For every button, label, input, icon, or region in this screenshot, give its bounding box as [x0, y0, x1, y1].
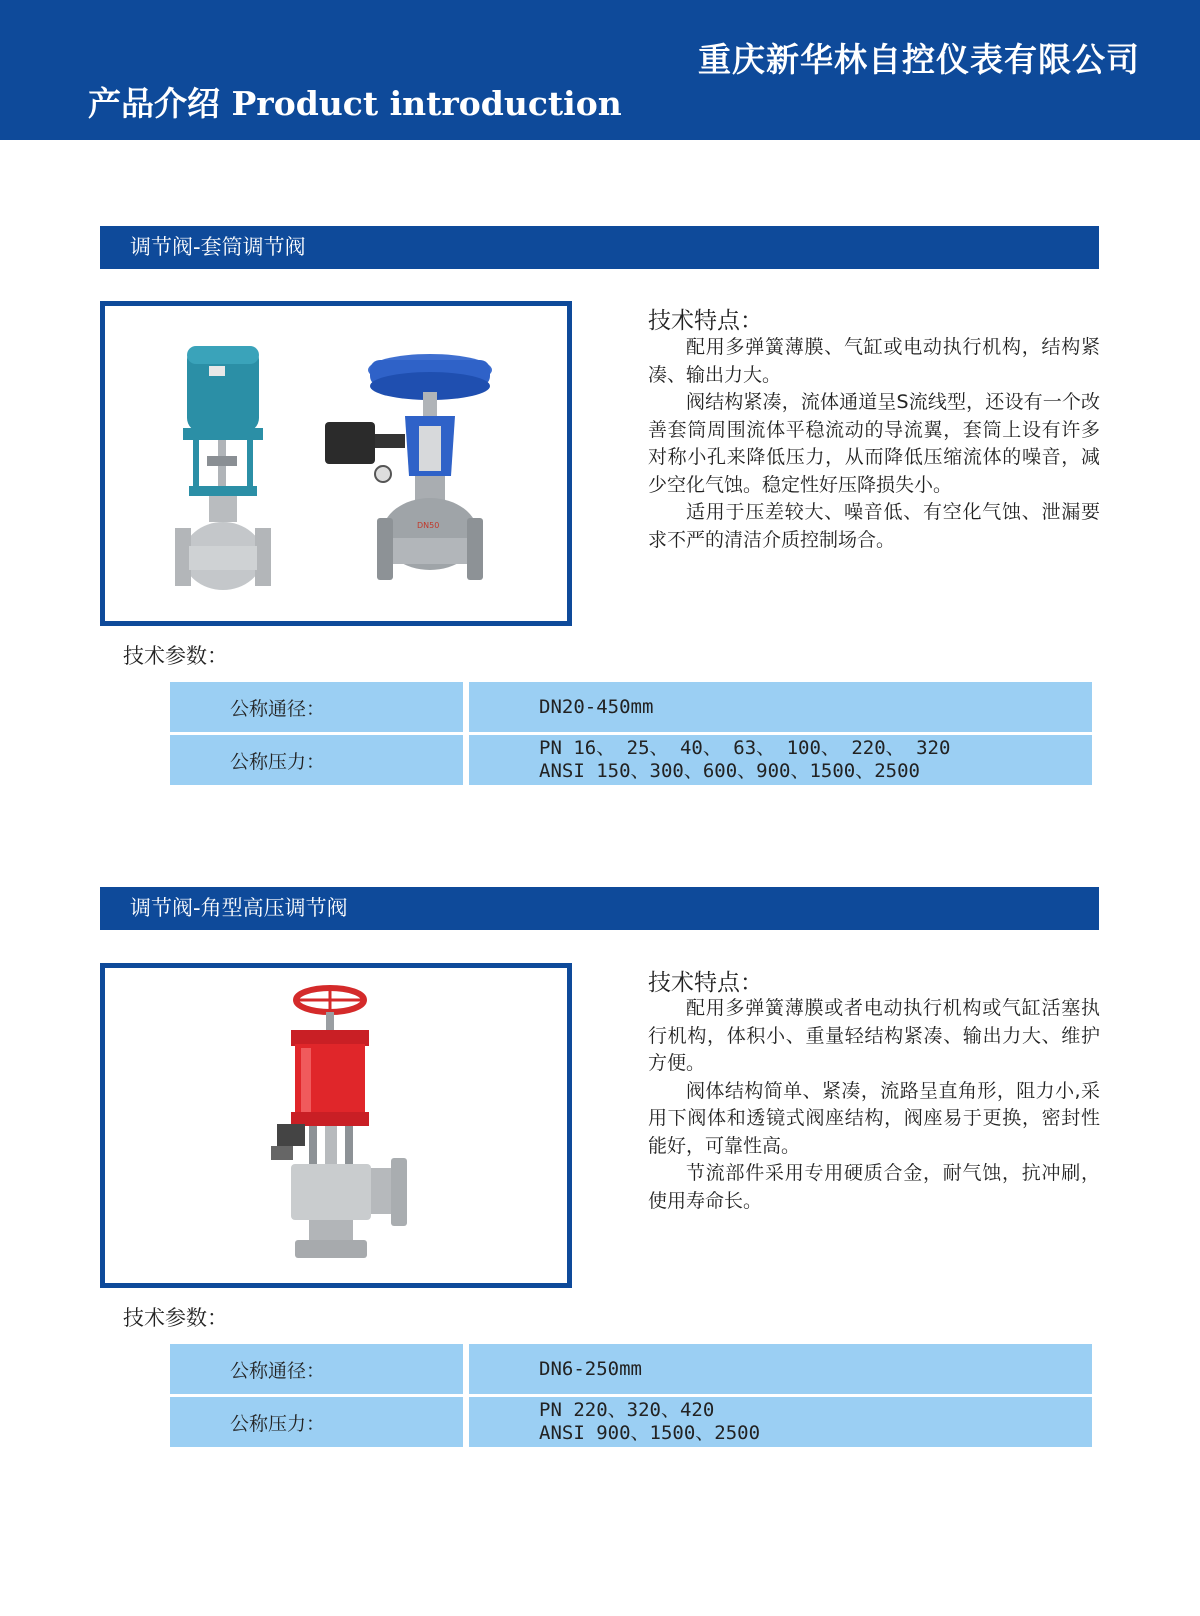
feature-paragraph: 阀体结构简单、紧凑，流路呈直角形，阻力小,采用下阀体和透镜式阀座结构，阀座易于更换，密封性能好，可靠性高。 [648, 1079, 1100, 1157]
params-label: 技术参数： [123, 1306, 228, 1330]
param-value [469, 682, 1092, 732]
features-title: 技术特点： [648, 308, 763, 334]
angle-high-pressure-valve-photo [105, 968, 567, 1283]
param-name: 公称通径： [170, 1344, 463, 1394]
param-name: 公称通径： [170, 682, 463, 732]
section-title-angle-valve: 调节阀-角型高压调节阀 [100, 887, 1099, 930]
param-value-line: ANSI 900、1500、2500 [539, 1422, 761, 1444]
features-text [648, 334, 1100, 554]
page-title: 产品介绍 Product introduction [88, 84, 622, 123]
page-header [0, 0, 1200, 140]
params-label: 技术参数： [123, 644, 228, 668]
table-row [170, 682, 1092, 732]
features-text [648, 995, 1100, 1215]
param-value [469, 1397, 1092, 1447]
angle-valve-image-frame [100, 963, 572, 1288]
feature-paragraph: 适用于压差较大、噪音低、有空化气蚀、泄漏要求不严的清洁介质控制场合。 [648, 501, 1100, 551]
table-row [170, 735, 1092, 785]
param-value-line: ANSI 150、300、600、900、1500、2500 [539, 760, 920, 782]
feature-paragraph: 配用多弹簧薄膜、气缸或电动执行机构，结构紧凑、输出力大。 [648, 336, 1100, 386]
param-value-line: PN 220、320、420 [539, 1399, 715, 1421]
param-value [469, 1344, 1092, 1394]
param-name: 公称压力： [170, 1397, 463, 1447]
sleeve-control-valve-photo [105, 306, 567, 621]
company-name: 重庆新华林自控仪表有限公司 [698, 40, 1140, 79]
param-value-line: PN 16、 25、 40、 63、 100、 220、 320 [539, 737, 951, 759]
param-value-line: DN6-250mm [539, 1357, 642, 1380]
sleeve-valve-image-frame [100, 301, 572, 626]
svg-text:DN50: DN50 [417, 521, 440, 530]
features-title: 技术特点： [648, 970, 763, 996]
param-name: 公称压力： [170, 735, 463, 785]
param-value [469, 735, 1092, 785]
feature-paragraph: 配用多弹簧薄膜或者电动执行机构或气缸活塞执行机构，体积小、重量轻结构紧凑、输出力大、维护方便。 [648, 997, 1100, 1074]
feature-paragraph: 节流部件采用专用硬质合金，耐气蚀，抗冲刷，使用寿命长。 [648, 1162, 1100, 1212]
table-row [170, 1344, 1092, 1394]
table-row [170, 1397, 1092, 1447]
section-title-sleeve-valve: 调节阀-套筒调节阀 [100, 226, 1099, 269]
param-value-line: DN20-450mm [539, 695, 654, 718]
feature-paragraph: 阀结构紧凑，流体通道呈S流线型，还设有一个改善套筒周围流体平稳流动的导流翼，套筒上设有许多对称小孔来降低压力，从而降低压缩流体的噪音，减少空化气蚀。稳定性好压降损失小。 [648, 391, 1100, 496]
